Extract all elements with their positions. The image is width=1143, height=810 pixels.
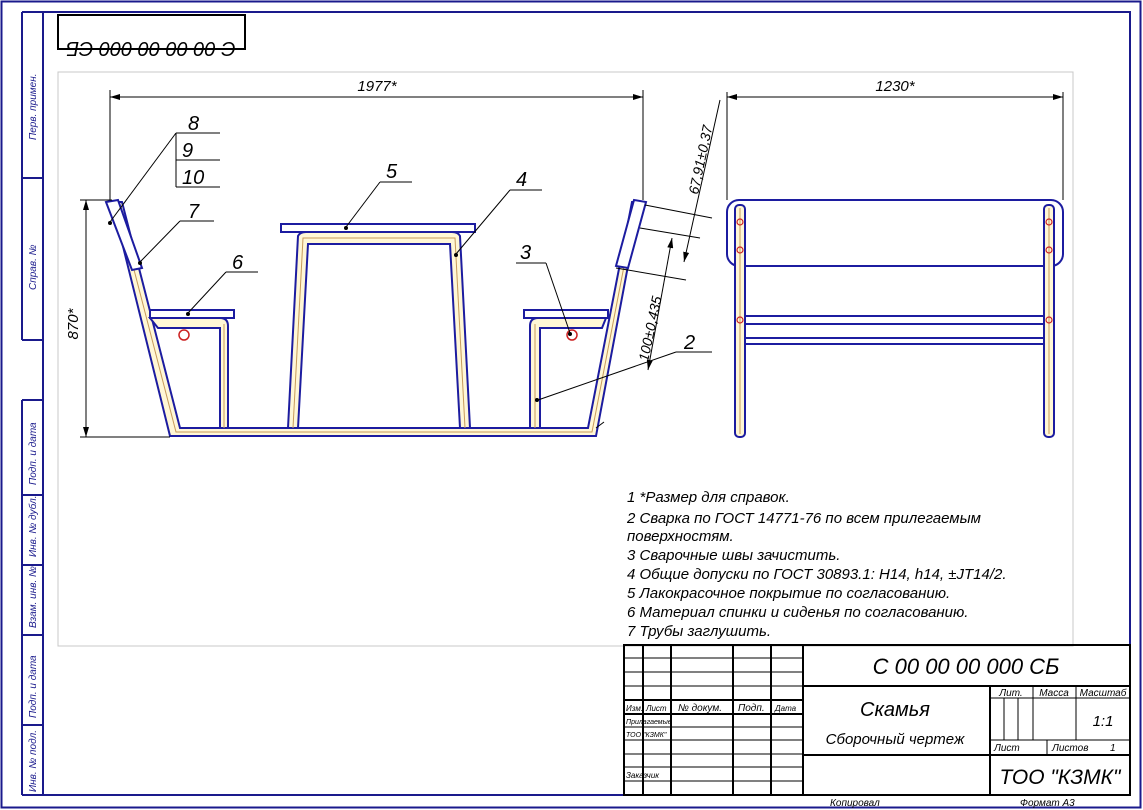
side-seat <box>736 316 1054 324</box>
format-label: Формат А3 <box>1020 798 1075 809</box>
callout-9: 9 <box>182 140 194 162</box>
side-label-vzam-inv: Взам. инв. № <box>28 566 39 628</box>
mirrored-code: С 00 00 00 000 СБ <box>66 37 236 59</box>
table-top <box>281 224 475 232</box>
col-doc: № докум. <box>678 703 723 714</box>
list-label: Лист <box>994 743 1020 754</box>
prilag-label: Прилагаемые <box>626 719 672 726</box>
callout-2: 2 <box>684 332 696 354</box>
lit-label: Лит. <box>999 688 1023 699</box>
title-company: ТОО "КЗМК" <box>999 766 1121 789</box>
bolt-left <box>179 330 189 340</box>
note-3: 3 Сварочные швы зачистить. <box>627 547 841 564</box>
listov-value: 1 <box>1110 743 1116 754</box>
callout-7: 7 <box>188 201 200 223</box>
note-2-cont: поверхностям. <box>627 528 734 545</box>
col-izm: Изм. <box>626 704 644 713</box>
seat-right <box>524 310 608 318</box>
view-area-frame <box>58 72 1073 646</box>
side-label-perv-primen: Перв. примен. <box>28 73 39 140</box>
prilag-company: ТОО "КЗМК" <box>626 732 667 739</box>
callout-3: 3 <box>520 242 532 264</box>
callout-5: 5 <box>386 161 398 183</box>
side-label-podp-data-2: Подп. и дата <box>28 655 39 718</box>
dim-width-total: 1977* <box>357 78 397 95</box>
kopiroval-label: Копировал <box>830 798 880 809</box>
table-frame <box>288 232 470 428</box>
note-4: 4 Общие допуски по ГОСТ 30893.1: H14, h14, ±JT14/2. <box>627 566 1007 583</box>
col-data: Дата <box>775 704 797 713</box>
title-code: С 00 00 00 000 СБ <box>872 654 1060 679</box>
side-label-podp-data-1: Подп. и дата <box>28 422 39 485</box>
title-name: Скамья <box>860 699 930 721</box>
dim-angle-2: 100±0,435 <box>635 294 665 363</box>
side-label-inv-podl: Инв. № подл. <box>28 729 39 792</box>
dim-height-total: 870* <box>65 308 82 340</box>
callout-4: 4 <box>516 169 528 191</box>
massa-label: Масса <box>1039 688 1069 699</box>
zakazchik-label: Заказчик <box>626 771 660 780</box>
front-view <box>65 78 720 437</box>
listov-label: Листов <box>1052 743 1089 754</box>
masshtab-label: Масштаб <box>1079 688 1127 699</box>
seat-left <box>150 310 234 318</box>
col-list: Лист <box>646 704 667 713</box>
note-6: 6 Материал спинки и сиденья по согласованию. <box>627 604 969 621</box>
dim-depth-total: 1230* <box>875 78 915 95</box>
dim-angle-1: 67,91±0,37 <box>685 123 716 196</box>
callout-10: 10 <box>182 167 205 189</box>
title-scale: 1:1 <box>1092 713 1114 730</box>
callout-8: 8 <box>188 113 200 135</box>
side-label-sprav-no: Справ. № <box>28 244 39 290</box>
title-doc-type: Сборочный чертеж <box>825 731 965 748</box>
backrest-right <box>616 200 646 268</box>
note-1: 1 *Размер для справок. <box>627 489 790 506</box>
note-2: 2 Сварка по ГОСТ 14771-76 по всем прилегаемым <box>627 510 981 527</box>
col-podp: Подп. <box>738 703 765 714</box>
side-backrest <box>727 200 1063 266</box>
note-7: 7 Трубы заглушить. <box>627 623 772 640</box>
callout-6: 6 <box>232 252 244 274</box>
side-view <box>727 78 1063 437</box>
note-5: 5 Лакокрасочное покрытие по согласованию. <box>627 585 951 602</box>
side-label-inv-dubl: Инв. № дубл. <box>28 495 39 557</box>
